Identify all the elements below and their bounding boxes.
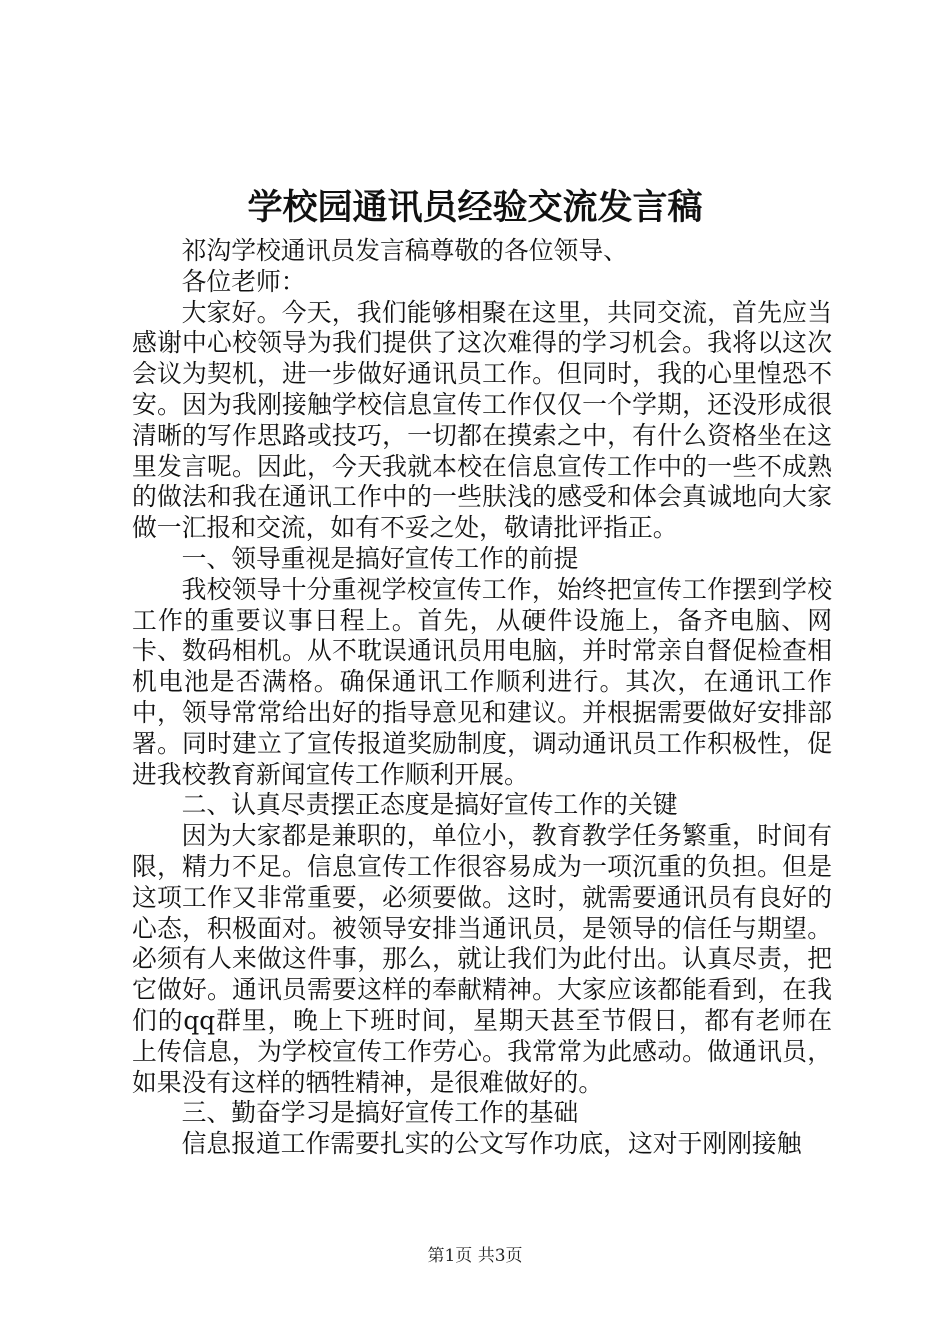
section-heading-2: 二、认真尽责摆正态度是搞好宣传工作的关键 xyxy=(181,790,678,820)
document-body xyxy=(132,236,832,1160)
document-title: 学校园通讯员经验交流发言稿 xyxy=(247,187,703,228)
section-heading-1: 一、领导重视是搞好宣传工作的前提 xyxy=(181,543,579,573)
section-heading-3: 三、勤奋学习是搞好宣传工作的基础 xyxy=(181,1098,579,1128)
paragraph-section-2: 因为大家都是兼职的，单位小，教育教学任务繁重，时间有限，精力不足。信息宣传工作很容易成为一项沉重的负担。但是这项工作又非常重要，必须要做。这时，就需要通讯员有良好的心态，积极面对。被领导安排当通讯员，是领导的信任与期望。必须有人来做这件事，那么，就让我们为此付出。认真尽责，把它做好。通讯员需要这样的奉献精神。大家应该都能看到，在我们的qq群里，晚上下班时间，星期天甚至节假日，都有老师在上传信息，为学校宣传工作劳心。我常常为此感动。做通讯员，如果没有这样的牺牲精神，是很难做好的。 xyxy=(132,821,832,1097)
page-footer: 第1页 共3页 xyxy=(427,1246,523,1266)
paragraph-salutation-continued: 各位老师： xyxy=(181,266,306,296)
paragraph-section-1: 我校领导十分重视学校宣传工作，始终把宣传工作摆到学校工作的重要议事日程上。首先，从硬件设施上，备齐电脑、网卡、数码相机。从不耽误通讯员用电脑，并时常亲自督促检查相机电池是否满格。确保通讯工作顺利进行。其次，在通讯工作中，领导常常给出好的指导意见和建议。并根据需要做好安排部署。同时建立了宣传报道奖励制度，调动通讯员工作积极性，促进我校教育新闻宣传工作顺利开展。 xyxy=(132,574,832,789)
paragraph-opening: 大家好。今天，我们能够相聚在这里，共同交流，首先应当感谢中心校领导为我们提供了这次难得的学习机会。我将以这次会议为契机，进一步做好通讯员工作。但同时，我的心里惶恐不安。因为我刚接触学校信息宣传工作仅仅一个学期，还没形成很清晰的写作思路或技巧，一切都在摸索之中，有什么资格坐在这里发言呢。因此，今天我就本校在信息宣传工作中的一些不成熟的做法和我在通讯工作中的一些肤浅的感受和体会真诚地向大家做一汇报和交流，如有不妥之处，敬请批评指正。 xyxy=(132,297,832,543)
paragraph-section-3: 信息报道工作需要扎实的公文写作功底，这对于刚刚接触 xyxy=(181,1129,802,1159)
paragraph-salutation: 祁沟学校通讯员发言稿尊敬的各位领导、 xyxy=(181,236,628,265)
